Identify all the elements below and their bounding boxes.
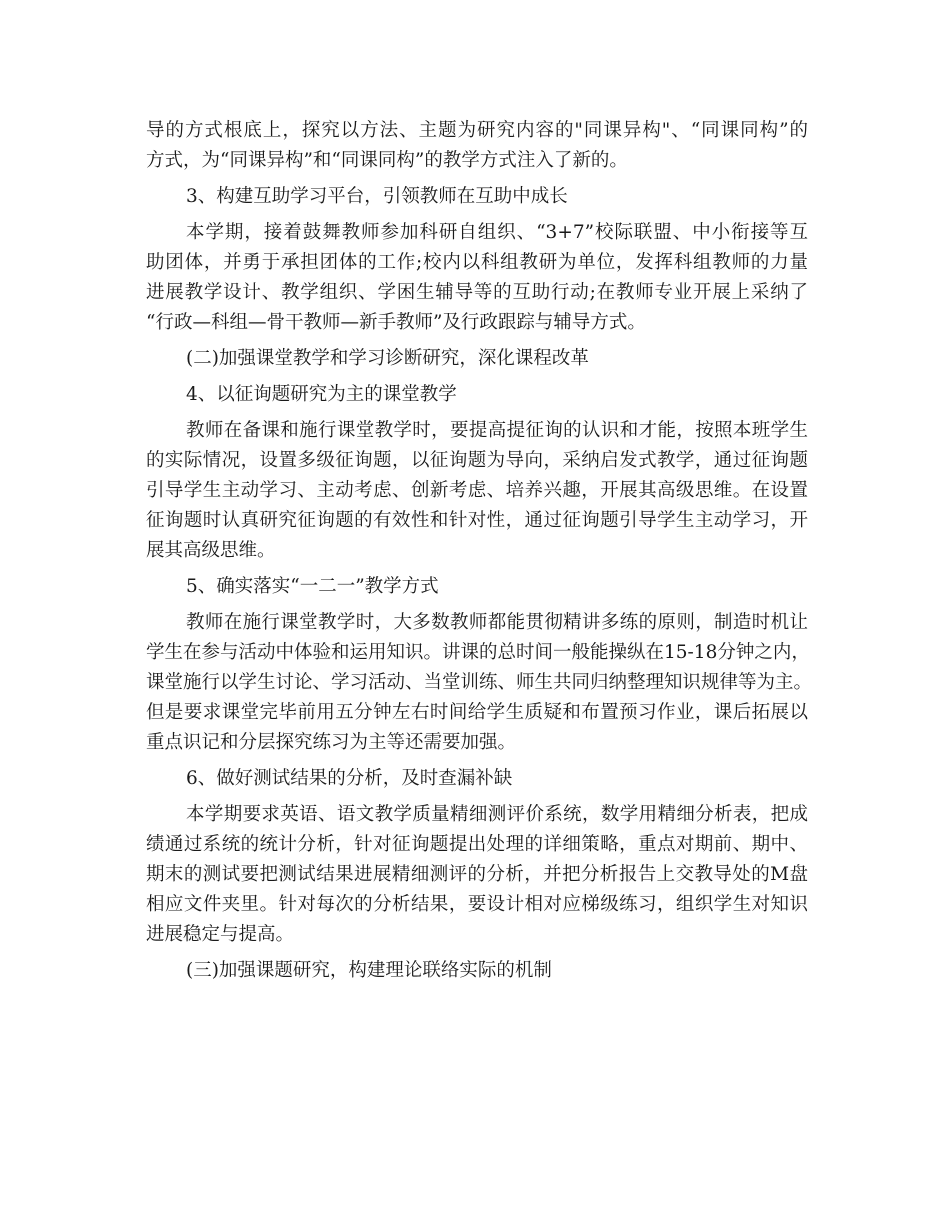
body-text-line: 展其高级思维。 bbox=[146, 540, 276, 561]
body-text-line: 相应文件夹里。针对每次的分析结果，要设计相对应梯级练习，组织学生对知识 bbox=[146, 894, 808, 915]
body-text-line: 方式，为“同课异构”和“同课同构”的教学方式注入了新的。 bbox=[146, 150, 628, 171]
body-text-line: 教师在备课和施行课堂教学时，要提高提征询的认识和才能，按照本班学生 bbox=[186, 420, 808, 441]
body-text-line: 进展稳定与提高。 bbox=[146, 924, 295, 945]
body-text-line: 本学期要求英语、语文教学质量精细测评价系统，数学用精细分析表，把成 bbox=[186, 804, 808, 825]
body-text-line: 引导学生主动学习、主动考虑、创新考虑、培养兴趣，开展其高级思维。在设置 bbox=[146, 480, 808, 501]
body-text-line: 进展教学设计、教学组织、学困生辅导等的互助行动;在教师专业开展上采纳了 bbox=[146, 282, 808, 303]
section-heading: 3、构建互助学习平台，引领教师在互助中成长 bbox=[186, 186, 568, 207]
body-text-line: 课堂施行以学生讨论、学习活动、当堂训练、师生共同归纳整理知识规律等为主。 bbox=[146, 672, 813, 693]
body-text-line: 教师在施行课堂教学时，大多数教师都能贯彻精讲多练的原则，制造时机让 bbox=[186, 612, 808, 633]
section-heading: 5、确实落实“一二一”教学方式 bbox=[186, 576, 439, 597]
body-text-line: 重点识记和分层探究练习为主等还需要加强。 bbox=[146, 732, 517, 753]
body-text-line: 绩通过系统的统计分析，针对征询题提出处理的详细策略，重点对期前、期中、 bbox=[146, 834, 808, 855]
body-text-line: 本学期，接着鼓舞教师参加科研自组织、“3+7”校际联盟、中小衔接等互 bbox=[186, 222, 808, 243]
body-text-line: 助团体，并勇于承担团体的工作;校内以科组教研为单位，发挥科组教师的力量 bbox=[146, 252, 808, 273]
body-text-line: 的实际情况，设置多级征询题，以征询题为导向，采纳启发式教学，通过征询题 bbox=[146, 450, 808, 471]
body-text-line: 导的方式根底上，探究以方法、主题为研究内容的"同课异构"、“同课同构”的 bbox=[146, 120, 808, 141]
body-text-line: 但是要求课堂完毕前用五分钟左右时间给学生质疑和布置预习作业，课后拓展以 bbox=[146, 702, 808, 723]
section-heading: (二)加强课堂教学和学习诊断研究，深化课程改革 bbox=[186, 348, 589, 369]
body-text-line: 征询题时认真研究征询题的有效性和针对性，通过征询题引导学生主动学习，开 bbox=[146, 510, 808, 531]
section-heading: 4、以征询题研究为主的课堂教学 bbox=[186, 384, 457, 405]
body-text-line: “行政—科组—骨干教师—新手教师”及行政跟踪与辅导方式。 bbox=[146, 312, 646, 333]
section-heading: 6、做好测试结果的分析，及时查漏补缺 bbox=[186, 768, 513, 789]
body-text-line: 期末的测试要把测试结果进展精细测评的分析，并把分析报告上交教导处的M盘 bbox=[146, 864, 808, 885]
document-body bbox=[146, 116, 813, 986]
section-heading: (三)加强课题研究，构建理论联络实际的机制 bbox=[186, 960, 552, 981]
body-text-line: 学生在参与活动中体验和运用知识。讲课的总时间一般能操纵在15-18分钟之内， bbox=[146, 642, 810, 663]
